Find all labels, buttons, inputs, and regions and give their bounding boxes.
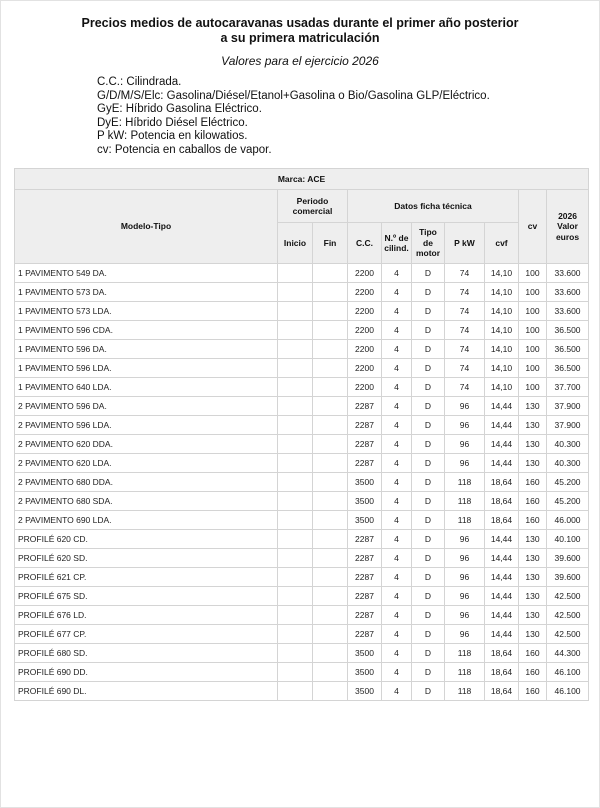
cell-cilind: 4 <box>382 397 412 416</box>
cell-cilind: 4 <box>382 340 412 359</box>
legend-item: DyE: Híbrido Diésel Eléctrico. <box>97 116 248 129</box>
cell-modelo: PROFILÉ 675 SD. <box>15 587 278 606</box>
table-row <box>15 492 589 511</box>
table-row <box>15 587 589 606</box>
legend-item: P kW: Potencia en kilowatios. <box>97 130 248 143</box>
cell-cvf: 14,10 <box>485 378 519 397</box>
cell-cvf: 14,10 <box>485 340 519 359</box>
cell-valor: 42.500 <box>547 606 589 625</box>
cell-cilind: 4 <box>382 359 412 378</box>
cell-tipo: D <box>412 606 445 625</box>
cell-cvf: 14,44 <box>485 530 519 549</box>
legend-item: G/D/M/S/Elc: Gasolina/Diésel/Etanol+Gasolina o Bio/Gasolina GLP/Eléctrico. <box>97 89 490 102</box>
cell-cilind: 4 <box>382 283 412 302</box>
cell-valor: 36.500 <box>547 359 589 378</box>
cell-cc: 2287 <box>348 454 382 473</box>
cell-inicio <box>278 359 313 378</box>
cell-cilind: 4 <box>382 264 412 283</box>
cell-cvf: 18,64 <box>485 682 519 701</box>
cell-fin <box>313 663 348 682</box>
cell-pkw: 74 <box>445 340 485 359</box>
cell-cv: 160 <box>519 473 547 492</box>
cell-modelo: 2 PAVIMENTO 690 LDA. <box>15 511 278 530</box>
cell-cv: 100 <box>519 302 547 321</box>
cell-cc: 2200 <box>348 340 382 359</box>
cell-pkw: 96 <box>445 606 485 625</box>
table-row <box>15 435 589 454</box>
cell-cvf: 18,64 <box>485 492 519 511</box>
cell-inicio <box>278 663 313 682</box>
cell-modelo: PROFILÉ 690 DD. <box>15 663 278 682</box>
cell-tipo: D <box>412 682 445 701</box>
cell-fin <box>313 416 348 435</box>
cell-pkw: 96 <box>445 416 485 435</box>
cell-pkw: 118 <box>445 511 485 530</box>
cell-tipo: D <box>412 340 445 359</box>
cell-cvf: 14,44 <box>485 416 519 435</box>
cell-pkw: 118 <box>445 682 485 701</box>
col-header-cvf: cvf <box>485 223 519 264</box>
cell-cv: 160 <box>519 644 547 663</box>
cell-inicio <box>278 378 313 397</box>
cell-valor: 37.700 <box>547 378 589 397</box>
legend-item: cv: Potencia en caballos de vapor. <box>97 143 272 156</box>
cell-valor: 33.600 <box>547 302 589 321</box>
cell-cvf: 14,44 <box>485 606 519 625</box>
cell-valor: 44.300 <box>547 644 589 663</box>
cell-cv: 100 <box>519 378 547 397</box>
cell-tipo: D <box>412 359 445 378</box>
cell-cc: 2287 <box>348 568 382 587</box>
cell-pkw: 74 <box>445 321 485 340</box>
cell-inicio <box>278 568 313 587</box>
cell-cvf: 18,64 <box>485 663 519 682</box>
cell-modelo: 1 PAVIMENTO 596 DA. <box>15 340 278 359</box>
cell-cilind: 4 <box>382 568 412 587</box>
table-row <box>15 416 589 435</box>
col-header-inicio: Inicio <box>278 223 313 264</box>
cell-modelo: PROFILÉ 676 LD. <box>15 606 278 625</box>
cell-cvf: 14,10 <box>485 283 519 302</box>
table-row <box>15 397 589 416</box>
cell-fin <box>313 321 348 340</box>
page-subtitle: Valores para el ejercicio 2026 <box>221 54 379 68</box>
cell-cv: 130 <box>519 416 547 435</box>
cell-valor: 36.500 <box>547 321 589 340</box>
cell-fin <box>313 530 348 549</box>
cell-cv: 100 <box>519 359 547 378</box>
cell-modelo: 1 PAVIMENTO 640 LDA. <box>15 378 278 397</box>
table-row <box>15 682 589 701</box>
table-row <box>15 568 589 587</box>
cell-cilind: 4 <box>382 606 412 625</box>
cell-pkw: 96 <box>445 549 485 568</box>
col-header-modelo: Modelo-Tipo <box>15 190 278 264</box>
cell-inicio <box>278 435 313 454</box>
cell-tipo: D <box>412 568 445 587</box>
cell-cilind: 4 <box>382 644 412 663</box>
cell-cvf: 14,44 <box>485 587 519 606</box>
cell-valor: 33.600 <box>547 283 589 302</box>
cell-modelo: 1 PAVIMENTO 573 DA. <box>15 283 278 302</box>
cell-cilind: 4 <box>382 378 412 397</box>
abbreviations-legend <box>97 76 490 158</box>
cell-inicio <box>278 682 313 701</box>
cell-cilind: 4 <box>382 663 412 682</box>
table-row <box>15 549 589 568</box>
title-line-2: a su primera matriculación <box>220 30 380 45</box>
cell-cvf: 14,44 <box>485 549 519 568</box>
col-header-cv: cv <box>519 190 547 264</box>
cell-valor: 46.000 <box>547 511 589 530</box>
legend-item: C.C.: Cilindrada. <box>97 76 182 88</box>
cell-modelo: 1 PAVIMENTO 573 LDA. <box>15 302 278 321</box>
brand-header: Marca: ACE <box>15 169 589 190</box>
cell-inicio <box>278 549 313 568</box>
cell-valor: 45.200 <box>547 492 589 511</box>
cell-cc: 2287 <box>348 435 382 454</box>
cell-cc: 2287 <box>348 397 382 416</box>
col-header-datos: Datos ficha técnica <box>348 190 519 223</box>
cell-tipo: D <box>412 511 445 530</box>
cell-cv: 100 <box>519 340 547 359</box>
cell-cilind: 4 <box>382 302 412 321</box>
cell-modelo: 1 PAVIMENTO 549 DA. <box>15 264 278 283</box>
cell-cc: 2287 <box>348 416 382 435</box>
cell-modelo: PROFILÉ 621 CP. <box>15 568 278 587</box>
cell-cc: 3500 <box>348 473 382 492</box>
cell-cvf: 18,64 <box>485 473 519 492</box>
table-row <box>15 359 589 378</box>
title-line-1: Precios medios de autocaravanas usadas durante el primer año posterior <box>81 16 519 30</box>
cell-pkw: 74 <box>445 264 485 283</box>
cell-tipo: D <box>412 397 445 416</box>
col-header-pkw: P kW <box>445 223 485 264</box>
table-row <box>15 321 589 340</box>
cell-cilind: 4 <box>382 530 412 549</box>
cell-fin <box>313 283 348 302</box>
cell-modelo: 2 PAVIMENTO 596 DA. <box>15 397 278 416</box>
table-row <box>15 644 589 663</box>
cell-fin <box>313 378 348 397</box>
cell-tipo: D <box>412 454 445 473</box>
cell-cv: 130 <box>519 549 547 568</box>
cell-tipo: D <box>412 530 445 549</box>
cell-cilind: 4 <box>382 549 412 568</box>
cell-modelo: PROFILÉ 677 CP. <box>15 625 278 644</box>
cell-pkw: 118 <box>445 663 485 682</box>
cell-valor: 40.300 <box>547 435 589 454</box>
cell-cc: 3500 <box>348 492 382 511</box>
cell-cv: 100 <box>519 283 547 302</box>
table-row <box>15 606 589 625</box>
cell-cc: 3500 <box>348 682 382 701</box>
cell-inicio <box>278 454 313 473</box>
prices-table <box>14 168 589 701</box>
col-header-cilind: N.º de cilind. <box>382 223 412 264</box>
cell-cv: 130 <box>519 587 547 606</box>
cell-fin <box>313 435 348 454</box>
cell-cvf: 14,10 <box>485 264 519 283</box>
cell-tipo: D <box>412 302 445 321</box>
cell-fin <box>313 511 348 530</box>
cell-fin <box>313 302 348 321</box>
cell-cilind: 4 <box>382 492 412 511</box>
cell-cilind: 4 <box>382 511 412 530</box>
table-row <box>15 378 589 397</box>
table-row <box>15 530 589 549</box>
cell-modelo: PROFILÉ 690 DL. <box>15 682 278 701</box>
cell-tipo: D <box>412 416 445 435</box>
cell-cvf: 18,64 <box>485 644 519 663</box>
cell-cilind: 4 <box>382 435 412 454</box>
cell-cilind: 4 <box>382 587 412 606</box>
cell-inicio <box>278 397 313 416</box>
cell-tipo: D <box>412 435 445 454</box>
cell-cc: 3500 <box>348 644 382 663</box>
col-header-tipo: Tipo de motor <box>412 223 445 264</box>
cell-fin <box>313 359 348 378</box>
cell-cv: 160 <box>519 511 547 530</box>
cell-cv: 160 <box>519 682 547 701</box>
cell-cv: 130 <box>519 435 547 454</box>
cell-tipo: D <box>412 587 445 606</box>
cell-cv: 130 <box>519 606 547 625</box>
cell-inicio <box>278 340 313 359</box>
cell-inicio <box>278 625 313 644</box>
cell-tipo: D <box>412 644 445 663</box>
table-row <box>15 473 589 492</box>
cell-tipo: D <box>412 378 445 397</box>
table-row <box>15 663 589 682</box>
cell-cilind: 4 <box>382 625 412 644</box>
cell-cvf: 14,44 <box>485 454 519 473</box>
table-row <box>15 454 589 473</box>
cell-pkw: 96 <box>445 568 485 587</box>
cell-tipo: D <box>412 492 445 511</box>
cell-modelo: 2 PAVIMENTO 620 LDA. <box>15 454 278 473</box>
cell-cvf: 14,10 <box>485 321 519 340</box>
cell-valor: 33.600 <box>547 264 589 283</box>
cell-pkw: 118 <box>445 492 485 511</box>
cell-modelo: 1 PAVIMENTO 596 LDA. <box>15 359 278 378</box>
cell-cv: 160 <box>519 663 547 682</box>
cell-inicio <box>278 264 313 283</box>
cell-fin <box>313 568 348 587</box>
cell-cilind: 4 <box>382 454 412 473</box>
table-body <box>15 264 589 701</box>
cell-fin <box>313 606 348 625</box>
cell-modelo: PROFILÉ 620 CD. <box>15 530 278 549</box>
cell-pkw: 118 <box>445 644 485 663</box>
table-row <box>15 302 589 321</box>
cell-fin <box>313 625 348 644</box>
cell-cc: 2287 <box>348 606 382 625</box>
cell-cv: 130 <box>519 568 547 587</box>
cell-cc: 2200 <box>348 378 382 397</box>
col-header-valor: 2026 Valor euros <box>547 190 589 264</box>
cell-modelo: 1 PAVIMENTO 596 CDA. <box>15 321 278 340</box>
cell-modelo: PROFILÉ 680 SD. <box>15 644 278 663</box>
cell-valor: 37.900 <box>547 416 589 435</box>
cell-inicio <box>278 644 313 663</box>
cell-cv: 130 <box>519 397 547 416</box>
cell-cilind: 4 <box>382 321 412 340</box>
cell-pkw: 96 <box>445 397 485 416</box>
cell-tipo: D <box>412 625 445 644</box>
cell-cilind: 4 <box>382 416 412 435</box>
cell-cc: 2287 <box>348 625 382 644</box>
cell-pkw: 118 <box>445 473 485 492</box>
cell-pkw: 74 <box>445 283 485 302</box>
cell-tipo: D <box>412 283 445 302</box>
cell-cc: 2287 <box>348 530 382 549</box>
cell-valor: 37.900 <box>547 397 589 416</box>
table-row <box>15 264 589 283</box>
cell-inicio <box>278 606 313 625</box>
cell-fin <box>313 587 348 606</box>
cell-pkw: 74 <box>445 378 485 397</box>
cell-inicio <box>278 302 313 321</box>
cell-tipo: D <box>412 549 445 568</box>
cell-cv: 100 <box>519 321 547 340</box>
cell-cvf: 14,44 <box>485 435 519 454</box>
cell-cc: 2200 <box>348 283 382 302</box>
cell-modelo: 2 PAVIMENTO 680 DDA. <box>15 473 278 492</box>
col-header-periodo: Periodo comercial <box>278 190 348 223</box>
cell-modelo: 2 PAVIMENTO 596 LDA. <box>15 416 278 435</box>
cell-cc: 2287 <box>348 587 382 606</box>
cell-cv: 100 <box>519 264 547 283</box>
cell-valor: 39.600 <box>547 568 589 587</box>
cell-valor: 46.100 <box>547 682 589 701</box>
cell-fin <box>313 549 348 568</box>
cell-fin <box>313 644 348 663</box>
cell-inicio <box>278 492 313 511</box>
cell-tipo: D <box>412 663 445 682</box>
cell-cv: 130 <box>519 454 547 473</box>
cell-cc: 3500 <box>348 663 382 682</box>
cell-cv: 130 <box>519 530 547 549</box>
cell-valor: 40.300 <box>547 454 589 473</box>
cell-inicio <box>278 321 313 340</box>
cell-fin <box>313 397 348 416</box>
cell-pkw: 96 <box>445 530 485 549</box>
cell-cc: 2287 <box>348 549 382 568</box>
cell-cc: 2200 <box>348 302 382 321</box>
cell-modelo: 2 PAVIMENTO 680 SDA. <box>15 492 278 511</box>
cell-valor: 40.100 <box>547 530 589 549</box>
cell-tipo: D <box>412 473 445 492</box>
cell-valor: 36.500 <box>547 340 589 359</box>
cell-cc: 3500 <box>348 511 382 530</box>
cell-tipo: D <box>412 321 445 340</box>
cell-pkw: 96 <box>445 587 485 606</box>
cell-valor: 45.200 <box>547 473 589 492</box>
cell-tipo: D <box>412 264 445 283</box>
cell-inicio <box>278 587 313 606</box>
cell-fin <box>313 473 348 492</box>
cell-valor: 42.500 <box>547 625 589 644</box>
cell-cv: 160 <box>519 492 547 511</box>
cell-cilind: 4 <box>382 682 412 701</box>
legend-item: GyE: Híbrido Gasolina Eléctrico. <box>97 103 262 116</box>
cell-cvf: 14,44 <box>485 568 519 587</box>
cell-cvf: 14,44 <box>485 397 519 416</box>
table-row <box>15 283 589 302</box>
cell-valor: 46.100 <box>547 663 589 682</box>
cell-cvf: 14,44 <box>485 625 519 644</box>
cell-valor: 39.600 <box>547 549 589 568</box>
cell-pkw: 74 <box>445 359 485 378</box>
col-header-cc: C.C. <box>348 223 382 264</box>
cell-cvf: 18,64 <box>485 511 519 530</box>
page-title <box>0 16 600 45</box>
cell-pkw: 96 <box>445 625 485 644</box>
cell-cvf: 14,10 <box>485 359 519 378</box>
cell-fin <box>313 340 348 359</box>
col-header-fin: Fin <box>313 223 348 264</box>
cell-fin <box>313 454 348 473</box>
cell-inicio <box>278 511 313 530</box>
cell-fin <box>313 264 348 283</box>
cell-inicio <box>278 283 313 302</box>
cell-inicio <box>278 473 313 492</box>
cell-pkw: 74 <box>445 302 485 321</box>
cell-valor: 42.500 <box>547 587 589 606</box>
cell-cilind: 4 <box>382 473 412 492</box>
cell-cc: 2200 <box>348 264 382 283</box>
cell-fin <box>313 492 348 511</box>
table-row <box>15 340 589 359</box>
cell-pkw: 96 <box>445 454 485 473</box>
cell-cc: 2200 <box>348 359 382 378</box>
cell-modelo: 2 PAVIMENTO 620 DDA. <box>15 435 278 454</box>
cell-cv: 130 <box>519 625 547 644</box>
cell-cvf: 14,10 <box>485 302 519 321</box>
cell-fin <box>313 682 348 701</box>
table-row <box>15 625 589 644</box>
cell-inicio <box>278 416 313 435</box>
cell-cc: 2200 <box>348 321 382 340</box>
table-row <box>15 511 589 530</box>
cell-inicio <box>278 530 313 549</box>
cell-modelo: PROFILÉ 620 SD. <box>15 549 278 568</box>
cell-pkw: 96 <box>445 435 485 454</box>
